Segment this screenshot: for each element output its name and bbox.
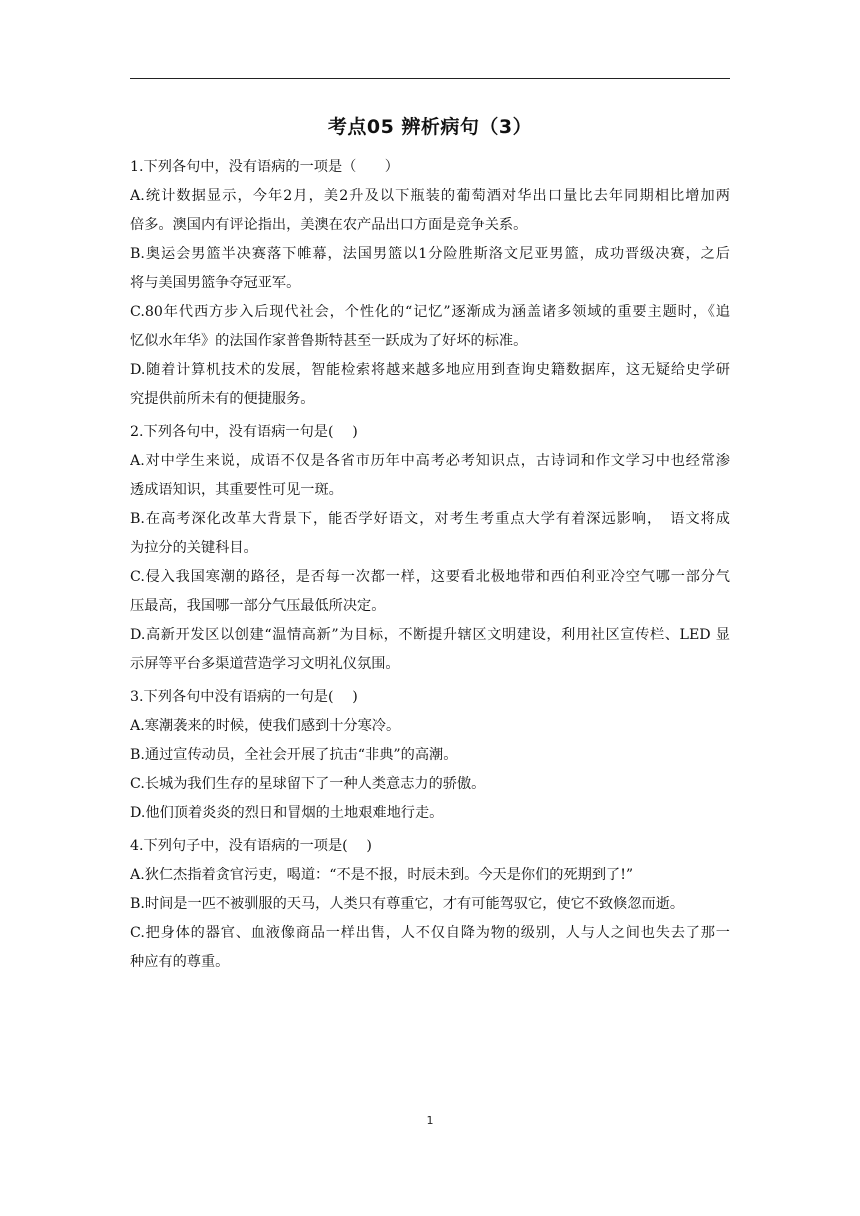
option-line: B.在高考深化改革大背景下，能否学好语文，对考生考重点大学有着深远影响， 语文将成 bbox=[130, 511, 730, 527]
question-stem: 2.下列各句中，没有语病一句是( ) bbox=[130, 424, 358, 440]
questions-body bbox=[130, 156, 730, 984]
option-line: 为拉分的关键科目。 bbox=[130, 540, 258, 556]
option-line: D.高新开发区以创建“温情高新”为目标，不断提升辖区文明建设，利用社区宣传栏、LED 显 bbox=[130, 627, 730, 643]
option-line: B.通过宣传动员，全社会开展了抗击“非典”的高潮。 bbox=[130, 747, 458, 763]
option-line: 示屏等平台多渠道营造学习文明礼仪氛围。 bbox=[130, 656, 400, 672]
option-line: A.对中学生来说，成语不仅是各省市历年中高考必考知识点，古诗词和作文学习中也经常渗 bbox=[130, 453, 730, 469]
option-line: C.80年代西方步入后现代社会，个性化的“记忆”逐渐成为涵盖诸多领域的重要主题时，《追 bbox=[130, 304, 730, 320]
option-line: 忆似水年华》的法国作家普鲁斯特甚至一跃成为了好坏的标准。 bbox=[130, 333, 528, 349]
option-line: A.寒潮袭来的时候，使我们感到十分寒冷。 bbox=[130, 718, 401, 734]
option-line: C.侵入我国寒潮的路径，是否每一次都一样，这要看北极地带和西伯利亚冷空气哪一部分气 bbox=[130, 569, 730, 585]
option-line: 压最高，我国哪一部分气压最低所决定。 bbox=[130, 598, 386, 614]
option-line: D.他们顶着炎炎的烈日和冒烟的土地艰难地行走。 bbox=[130, 805, 444, 821]
question-stem: 3.下列各句中没有语病的一句是( ) bbox=[130, 689, 358, 705]
option-line: 倍多。澳国内有评论指出，美澳在农产品出口方面是竞争关系。 bbox=[130, 217, 528, 233]
page-title: 考点05 辨析病句（3） bbox=[327, 116, 533, 138]
option-line: 将与美国男篮争夺冠亚军。 bbox=[130, 275, 301, 291]
question-stem: 4.下列句子中，没有语病的一项是( ) bbox=[130, 838, 372, 854]
option-line: B.时间是一匹不被驯服的天马，人类只有尊重它，才有可能驾驭它，使它不致倏忽而逝。 bbox=[130, 896, 685, 912]
option-line: 究提供前所未有的便捷服务。 bbox=[130, 391, 315, 407]
option-line: C.长城为我们生存的星球留下了一种人类意志力的骄傲。 bbox=[130, 776, 486, 792]
option-line: B.奥运会男篮半决赛落下帷幕，法国男篮以1分险胜斯洛文尼亚男篮，成功晋级决赛，之后 bbox=[130, 246, 730, 262]
option-line: A.统计数据显示，今年2月，美2升及以下瓶装的葡萄酒对华出口量比去年同期相比增加两 bbox=[130, 188, 730, 204]
option-line: 种应有的尊重。 bbox=[130, 954, 230, 970]
option-line: C.把身体的器官、血液像商品一样出售，人不仅自降为物的级别，人与人之间也失去了那一 bbox=[130, 925, 730, 941]
question-stem: 1.下列各句中，没有语病的一项是（ ） bbox=[130, 159, 399, 175]
header-rule bbox=[130, 78, 730, 79]
page-number: 1 bbox=[426, 1114, 434, 1127]
option-line: D.随着计算机技术的发展，智能检索将越来越多地应用到查询史籍数据库，这无疑给史学研 bbox=[130, 362, 730, 378]
option-line: A.狄仁杰指着贪官污吏，喝道：“不是不报，时辰未到。今天是你们的死期到了!” bbox=[130, 867, 634, 883]
option-line: 透成语知识，其重要性可见一斑。 bbox=[130, 482, 343, 498]
